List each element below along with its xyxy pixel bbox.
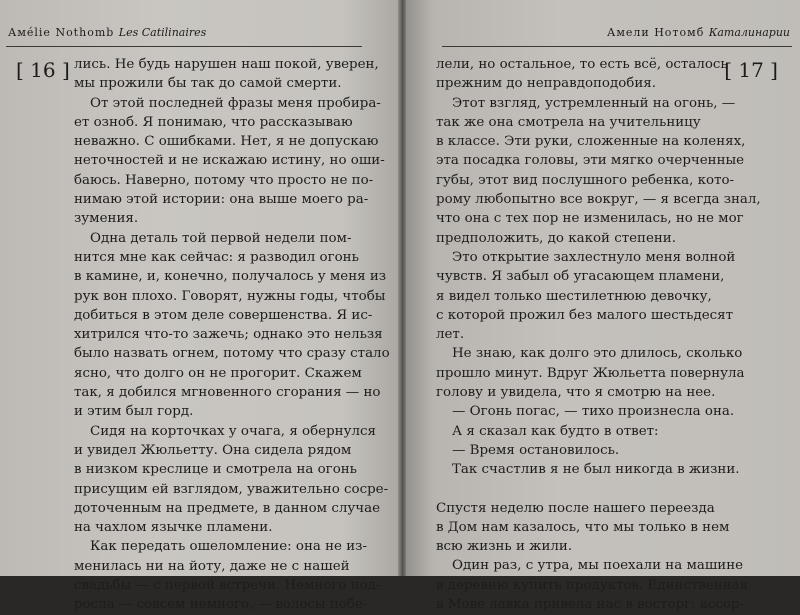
text-line: А я сказал как будто в ответ:	[452, 423, 659, 439]
text-line: неважно. С ошибками. Нет, я не допускаю	[74, 134, 379, 150]
text-line: баюсь. Наверно, потому что просто не по-	[74, 172, 374, 188]
text-line: лет.	[436, 327, 465, 343]
text-line: так же она смотрела на учительницу	[436, 114, 701, 130]
text-line: лели, но остальное, то есть всё, осталось	[436, 57, 728, 72]
text-line: я видел только шестилетнюю девочку,	[436, 288, 712, 304]
text-line: в камине, и, конечно, получалось у меня из	[74, 269, 387, 285]
text-line: лись. Не будь нарушен наш покой, уверен,	[74, 57, 379, 72]
text-line: чувств. Я забыл об угасающем пламени,	[436, 269, 725, 285]
page-number: [ 16 ]	[16, 58, 70, 82]
text-line: в низком креслице и смотрела на огонь	[74, 462, 357, 478]
text-line: губы, этот вид послушного ребенка, кото-	[436, 172, 735, 188]
body-text	[74, 55, 390, 615]
text-line: нимаю этой истории: она выше моего ра-	[74, 192, 369, 208]
running-head-title: Les Catilinaires	[118, 26, 207, 39]
text-line: хитрился что-то зажечь; однако это нельзя	[74, 327, 383, 343]
text-line: прошло минут. Вдруг Жюльетта повернула	[436, 365, 745, 381]
text-line: — Огонь погас, — тихо произнесла она.	[452, 404, 735, 420]
text-line: голову и увидела, что я смотрю на нее.	[436, 385, 716, 401]
text-line: Спустя неделю после нашего переезда	[436, 500, 715, 516]
text-line: Не знаю, как долго это длилось, сколько	[452, 346, 743, 362]
text-line: Одна деталь той первой недели пом-	[90, 230, 352, 246]
text-line: — Время остановилось.	[452, 442, 620, 458]
text-line: эта посадка головы, эти мягко очерченные	[436, 153, 745, 169]
text-line: на чахлом язычке пламени.	[74, 520, 273, 536]
text-line: присущим ей взглядом, уважительно сосре-	[74, 481, 389, 497]
book-gutter	[398, 0, 406, 576]
text-line: мы прожили бы так до самой смерти.	[74, 76, 342, 92]
text-line: Как передать ошеломление: она не из-	[90, 539, 367, 555]
text-line: Так счастлив я не был никогда в жизни.	[452, 462, 740, 478]
header-rule	[6, 46, 362, 47]
text-line: свадьбы — с первой встречи. Немного под-	[74, 578, 381, 594]
header-rule	[442, 46, 792, 47]
text-line: и увидел Жюльетту. Она сидела рядом	[74, 442, 352, 458]
text-line: в классе. Эти руки, сложенные на коленях,	[436, 134, 746, 150]
text-line: предположить, до какой степени.	[436, 230, 676, 246]
text-line: зумения.	[74, 211, 139, 227]
running-head-left	[8, 26, 206, 39]
text-line: Это открытие захлестнуло меня волной	[452, 249, 736, 265]
text-line: Этот взгляд, устремленный на огонь, —	[452, 95, 736, 111]
text-line: добиться в этом деле совершенства. Я ис-	[74, 307, 373, 323]
text-line: что она с тех пор не изменилась, но не мог	[436, 211, 744, 227]
text-line: От этой последней фразы меня пробира-	[90, 95, 381, 111]
page-number: [ 17 ]	[724, 58, 778, 82]
text-line: неточностей и не искажаю истину, но оши-	[74, 153, 385, 169]
text-line: доточенным на предмете, в данном случае	[74, 500, 381, 516]
text-line: росла — совсем немного, — волосы побе-	[74, 597, 368, 613]
text-line: Сидя на корточках у очага, я обернулся	[90, 423, 376, 439]
text-line: в Мове лавка привела нас в восторг: ассор-	[436, 597, 745, 613]
text-line: нится мне как сейчас: я разводил огонь	[74, 249, 359, 265]
running-head-title: Каталинарии	[708, 26, 790, 39]
text-line: менилась ни на йоту, даже не с нашей	[74, 558, 350, 574]
text-line: в деревню купить продуктов. Единственная	[436, 577, 748, 593]
running-head-author: Амели Нотомб	[607, 26, 705, 39]
text-line: всю жизнь и жили.	[436, 539, 573, 555]
text-line: прежним до неправдоподобия.	[436, 76, 656, 92]
text-line: Один раз, с утра, мы поехали на машине	[452, 558, 744, 574]
running-head-right	[607, 26, 790, 39]
text-line: с которой прожил без малого шестьдесят	[436, 307, 733, 323]
text-line: рук вон плохо. Говорят, нужны годы, чтобы	[74, 288, 386, 304]
text-line: и этим был горд.	[74, 404, 194, 420]
text-line: так, я добился мгновенного сгорания — но	[74, 385, 381, 401]
text-line: рому любопытно все вокруг, — я всегда знал,	[436, 192, 761, 208]
text-line: ясно, что долго он не прогорит. Скажем	[74, 365, 362, 381]
section-break	[436, 480, 738, 499]
running-head-author: Амélie Nothomb	[8, 26, 115, 39]
text-line: было назвать огнем, потому что сразу стало	[74, 346, 390, 362]
text-line: в Дом нам казалось, что мы только в нем	[436, 519, 730, 535]
text-line: ет озноб. Я понимаю, что рассказываю	[74, 114, 353, 130]
right-page	[402, 0, 800, 613]
